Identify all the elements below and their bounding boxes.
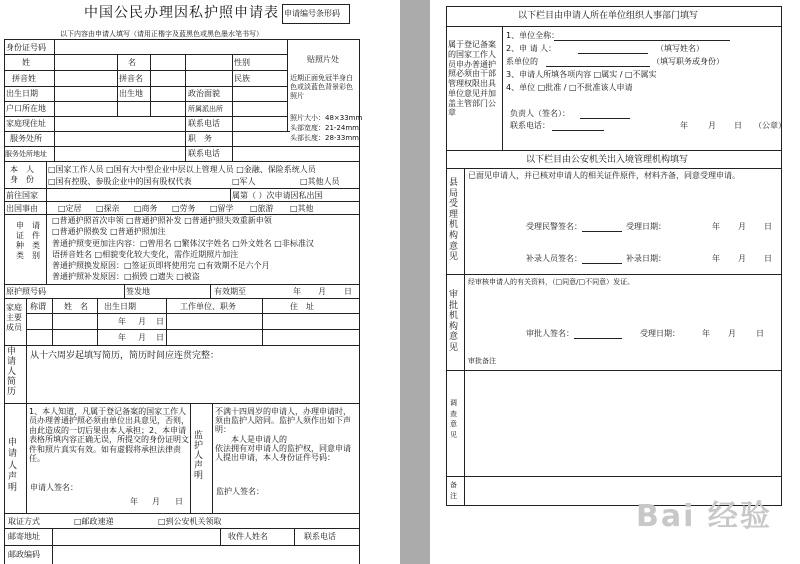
survey-label: 调 查 意 见 [450,399,457,439]
watermark-logo: Bai 经验 [636,499,772,534]
org-month: 月 [708,121,716,130]
fill-year: 年 [712,254,720,263]
family-name-header: 姓 名 [64,302,88,311]
application-count: 属第（ ）次申请因私出国 [232,191,323,200]
guardian-label: 监 护 人 声 明 [194,431,204,481]
family-row1-day: 日 [156,317,164,326]
photo-size: 照片大小：48×33mm [290,114,363,122]
apply-type-line4[interactable]: 语拼音姓名 □相貌变化较大变化，需作近期照片加注 [52,250,239,259]
mail-address-label: 邮寄地址 [8,532,40,541]
hukou-label: 户口所在地 [6,104,46,113]
apply-type-line2[interactable]: □普通护照换发 □普通护照加注 [52,227,166,236]
approve-date-label: 受理日期： [640,329,680,338]
purpose-business[interactable]: □商务 [134,204,158,213]
accept-officer-label: 受理民警签名： [526,222,582,231]
apply-type-line1[interactable]: □普通护照首次申领 □普通护照补发 □普通护照失效重新申领 [52,216,272,225]
employer-address-label: 服务处所地址 [5,150,47,158]
purpose-settle[interactable]: □定居 [58,204,82,213]
accept-day: 日 [764,222,772,231]
valid-month: 月 [318,287,326,296]
accept-year: 年 [712,222,720,231]
family-row2-month: 月 [138,333,146,342]
apply-type-line5[interactable]: 普通护照换发原因：□签证页即将使用完 □有效期不足六个月 [52,261,270,270]
org-line5[interactable]: 4、单位 □批准 / □不批准该人申请 [506,83,633,92]
identity-line1[interactable]: □国家工作人员 □国有大中型企业中层以上管理人员 □金融、保险系统人员 [48,165,316,174]
family-work-header: 工作单位、职务 [180,302,236,311]
valid-day: 日 [344,287,352,296]
approver-signature-label: 审批人签名： [526,329,574,338]
approve-note: 经审核申请人的有关资料，（□同意/□不同意）发证。 [468,278,635,286]
position-label: 职 务 [188,134,212,143]
remark-label: 备 注 [450,481,457,500]
declaration-year: 年 [130,497,138,506]
resume-label: 申 请 人 简 历 [7,347,17,397]
issue-place-label: 签发地 [126,287,150,296]
gender-label: 性别 [234,58,250,67]
declaration-label: 申 请 人 声 明 [8,438,18,493]
employer-phone-label: 联系电话 [188,149,220,158]
leader-phone-label: 联系电话： [510,121,550,130]
purpose-family-visit[interactable]: □探亲 [96,204,120,213]
id-number-field[interactable] [56,42,284,53]
identity-other[interactable]: □其他人员 [300,177,340,186]
phone-label: 联系电话 [188,119,220,128]
section2-title: 以下栏目由公安机关出入境管理机构填写 [526,155,689,165]
declaration-day: 日 [175,497,183,506]
photo-note: 近期正面免冠半身白色或淡蓝色背景彩色照片 [290,74,353,100]
birth-date-label: 出生日期 [6,89,38,98]
form-subtitle: 以下内容由申请人填写（请用正楷字及蓝黑色或黑色墨水笔书写） [60,30,263,38]
org-line1: 1、单位全称： [506,31,560,40]
employer-label: 服务处所 [10,134,42,143]
org-line4[interactable]: 3、申请人所填各项内容 □属实 / □不属实 [506,70,657,79]
head-width: 头部宽度：21-24mm [290,124,359,132]
recipient-phone-label: 联系电话 [304,532,336,541]
fill-month: 月 [738,254,746,263]
valid-year: 年 [293,287,301,296]
family-label: 家庭 主要 成员 [6,303,22,332]
form-title: 中国公民办理因私护照申请表 [84,5,279,21]
exit-purpose-label: 出国事由 [6,204,38,213]
family-address-header: 住 址 [290,302,314,311]
accept-text: 已面见申请人，并已核对申请人的相关证件原件，材料齐备，同意受理申请。 [468,171,740,180]
postcode-label: 邮政编码 [8,550,40,559]
recipient-name-label: 收件人姓名 [228,532,268,541]
purpose-other[interactable]: □其他 [290,204,314,213]
declaration-month: 月 [152,497,160,506]
accept-label: 县 局 受 理 机 构 意 见 [449,178,459,263]
accept-month: 月 [738,222,746,231]
head-length: 头部长度：28-33mm [290,134,359,142]
leader-signature-label: 负责人（签名）： [510,109,570,118]
birthplace-label: 出生地 [119,89,143,98]
org-day: 日 [734,121,742,130]
id-number-label: 身份证号码 [6,43,46,52]
apply-type-label: 申 请 证 件 种 类 类 别 [16,221,40,260]
approve-label: 审 批 机 构 意 见 [449,290,459,354]
declaration-text: 1、本人知道，凡属于登记备案的国家工作人员办理普通护照必须由单位出具意见，否则，由此造成的一切后果由本人承担；2、本申请表格所填内容正确无误，所提交的身份证明文件和照片真实有效。如有虚假将承担法律责任。 [29,407,189,464]
ethnicity-label: 民族 [234,74,250,83]
photo-label: 贴照片处 [307,55,339,64]
family-row1-year: 年 [118,317,126,326]
guardian-signature-label: 监护人签名： [216,487,264,496]
police-station-label: 所属派出所 [188,105,223,113]
fill-officer-label: 补录人员签名： [526,254,582,263]
family-row1-month: 月 [138,317,146,326]
fill-day: 日 [764,254,772,263]
application-form-right-page [430,0,800,564]
fill-date-label: 补录日期： [626,254,666,263]
section1-title: 以下栏目由申请人所在单位组织人事部门填写 [518,11,699,21]
barcode-label: 申请编号条形码 [284,9,340,18]
org-line2: 2、申 请 人： [506,44,557,53]
apply-type-line6[interactable]: 普通护照补发原因：□损毁 □遗失 □被盗 [52,272,200,281]
purpose-study[interactable]: □留学 [210,204,234,213]
approve-month: 月 [728,329,736,338]
purpose-travel[interactable]: □旅游 [250,204,274,213]
family-row2-day: 日 [156,333,164,342]
family-title-header: 称谓 [30,302,46,311]
home-address-label: 家庭现住址 [6,119,46,128]
given-name-label: 名 [128,58,136,67]
passport-number-label: 原护照号码 [6,287,46,296]
family-row2-year: 年 [118,333,126,342]
identity-label: 本 人 身 份 [10,165,34,184]
approve-year: 年 [702,329,710,338]
org-stamp: （公章） [754,121,786,130]
political-status-label: 政治面貌 [188,89,220,98]
accept-date-label: 受理日期： [626,222,666,231]
org-line3b: （填写职务或身份） [652,57,724,66]
valid-until-label: 有效期至 [214,287,246,296]
family-birth-header: 出生日期 [104,302,136,311]
pinyin-given-label: 拼音名 [119,74,143,83]
identity-line2[interactable]: □国有控股、参股企业中的国有股权代表 [48,177,192,186]
applicant-signature-label: 申请人签名： [30,483,78,492]
approve-remark: 审批备注 [468,357,496,365]
apply-type-line3[interactable]: 普通护照变更加注内容：□曾用名 □繁体汉字姓名 □外文姓名 □非标准汉 [52,239,314,248]
surname-label: 姓 [22,58,30,67]
pickup-self[interactable]: □到公安机关领取 [158,517,222,526]
resume-instruction: 从十六周岁起填写简历，简历时间应连贯完整： [30,351,220,361]
org-side-note: 属于登记备案的国家工作人员申办普通护照必须由干部管理权限出具单位意见并加盖主管部门公章 [448,40,496,118]
org-line2b: （填写姓名） [656,44,704,53]
approve-day: 日 [756,329,764,338]
pickup-label: 取证方式 [8,517,40,526]
org-year: 年 [680,121,688,130]
org-line3: 系单位的 [506,57,538,66]
prev-country-label: 前往国家 [6,191,38,200]
purpose-labor[interactable]: □劳务 [172,204,196,213]
pinyin-surname-label: 拼音姓 [12,74,36,83]
pickup-mail[interactable]: □邮政速递 [74,517,114,526]
identity-military[interactable]: □军人 [232,177,256,186]
guardian-text: 不满十四周岁的申请人，办理申请时，须由监护人陪同。监护人须作出如下声明： 本人是申请人的 依法拥有对申请人的监护权，同意申请人提出申请，本人身份证件号码： [215,407,351,462]
